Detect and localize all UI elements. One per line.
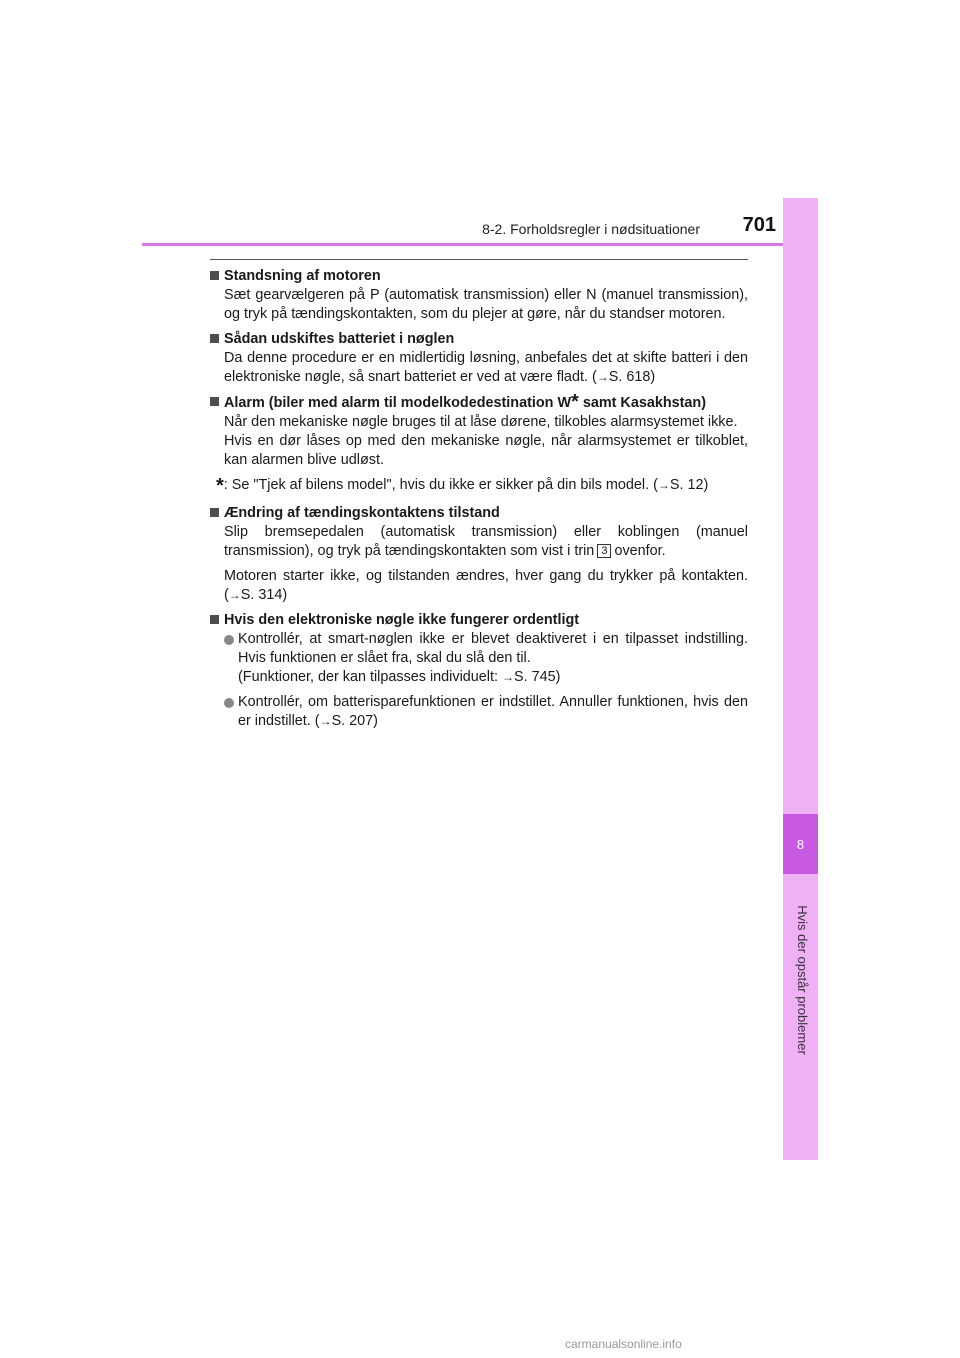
heading-alarm: Alarm (biler med alarm til modelkodedestination W* samt Kasakhstan) xyxy=(210,393,748,413)
heading-ignition-mode: Ændring af tændingskontaktens tilstand xyxy=(210,504,748,523)
square-bullet-icon xyxy=(210,615,219,624)
circle-bullet-icon xyxy=(224,698,234,708)
arrow-icon: → xyxy=(319,714,332,728)
chapter-number: 8 xyxy=(796,836,805,852)
section-title: 8-2. Forholdsregler i nødsituationer xyxy=(482,221,700,237)
page-reference-link[interactable]: S. 618) xyxy=(608,369,656,385)
step-number-badge: 3 xyxy=(597,544,611,558)
square-bullet-icon xyxy=(210,508,219,517)
paragraph: Slip bremsepedalen (automatisk transmission) eller koblingen (manuel transmission), og tryk på tændingskontakten som vist i trin 3 ovenfor. xyxy=(224,524,748,559)
arrow-icon: → xyxy=(657,478,670,492)
heading-key-battery: Sådan udskiftes batteriet i nøglen xyxy=(210,330,748,349)
arrow-icon: → xyxy=(501,670,514,684)
arrow-icon: → xyxy=(596,370,609,384)
footnote: *: Se "Tjek af bilens model", hvis du ikke er sikker på din bils model. (→S. 12) xyxy=(216,475,709,497)
main-content xyxy=(210,264,748,737)
square-bullet-icon xyxy=(210,271,219,280)
arrow-icon: → xyxy=(228,588,241,602)
heading-engine-stop: Standsning af motoren xyxy=(210,267,748,286)
paragraph: Når den mekaniske nøgle bruges til at låse dørene, tilkobles alarmsystemet ikke. xyxy=(224,414,738,430)
heading-key-malfunction: Hvis den elektroniske nøgle ikke fungerer ordentligt xyxy=(210,611,748,630)
page-reference-link[interactable]: S. 207) xyxy=(331,713,378,729)
paragraph: Da denne procedure er en midlertidig løsning, anbefales det at skifte batteri i den elektroniske nøgle, så snart batteriet er ved at være fladt. (→S. 618) xyxy=(224,350,748,385)
header-rule xyxy=(142,243,818,246)
list-item: Kontrollér, om batterisparefunktionen er indstillet. Annuller funktionen, hvis den er indstillet. (→S. 207) xyxy=(210,693,748,731)
content-rule xyxy=(210,259,748,260)
page-reference-link[interactable]: S. 745) xyxy=(513,669,561,685)
paragraph: Motoren starter ikke, og tilstanden ændres, hver gang du trykker på kontakten. (→S. 314) xyxy=(224,568,748,603)
chapter-number-tab[interactable] xyxy=(783,814,818,874)
asterisk-icon: * xyxy=(571,391,579,413)
page-reference-link[interactable]: S. 314) xyxy=(240,587,288,603)
chapter-label: Hvis der opstår problemer xyxy=(795,905,810,1055)
square-bullet-icon xyxy=(210,334,219,343)
watermark: carmanualsonline.info xyxy=(565,1337,682,1351)
asterisk-icon: * xyxy=(216,475,224,497)
page-number: 701 xyxy=(742,214,776,236)
square-bullet-icon xyxy=(210,397,219,406)
paragraph: Hvis en dør låses op med den mekaniske nøgle, når alarmsystemet er tilkoblet, kan alarmen blive udløst. xyxy=(224,433,748,468)
list-item: Kontrollér, at smart-nøglen ikke er blevet deaktiveret i en tilpasset indstilling. Hvis funktionen er slået fra, skal du slå den til. (Funktioner, der kan tilpasses individuelt: →S. 745) xyxy=(210,630,748,687)
circle-bullet-icon xyxy=(224,635,234,645)
paragraph: Sæt gearvælgeren på P (automatisk transmission) eller N (manuel transmission), og tryk på tændingskontakten, som du plejer at gøre, når du standser motoren. xyxy=(224,287,748,322)
page-reference-link[interactable]: S. 12) xyxy=(669,477,709,493)
